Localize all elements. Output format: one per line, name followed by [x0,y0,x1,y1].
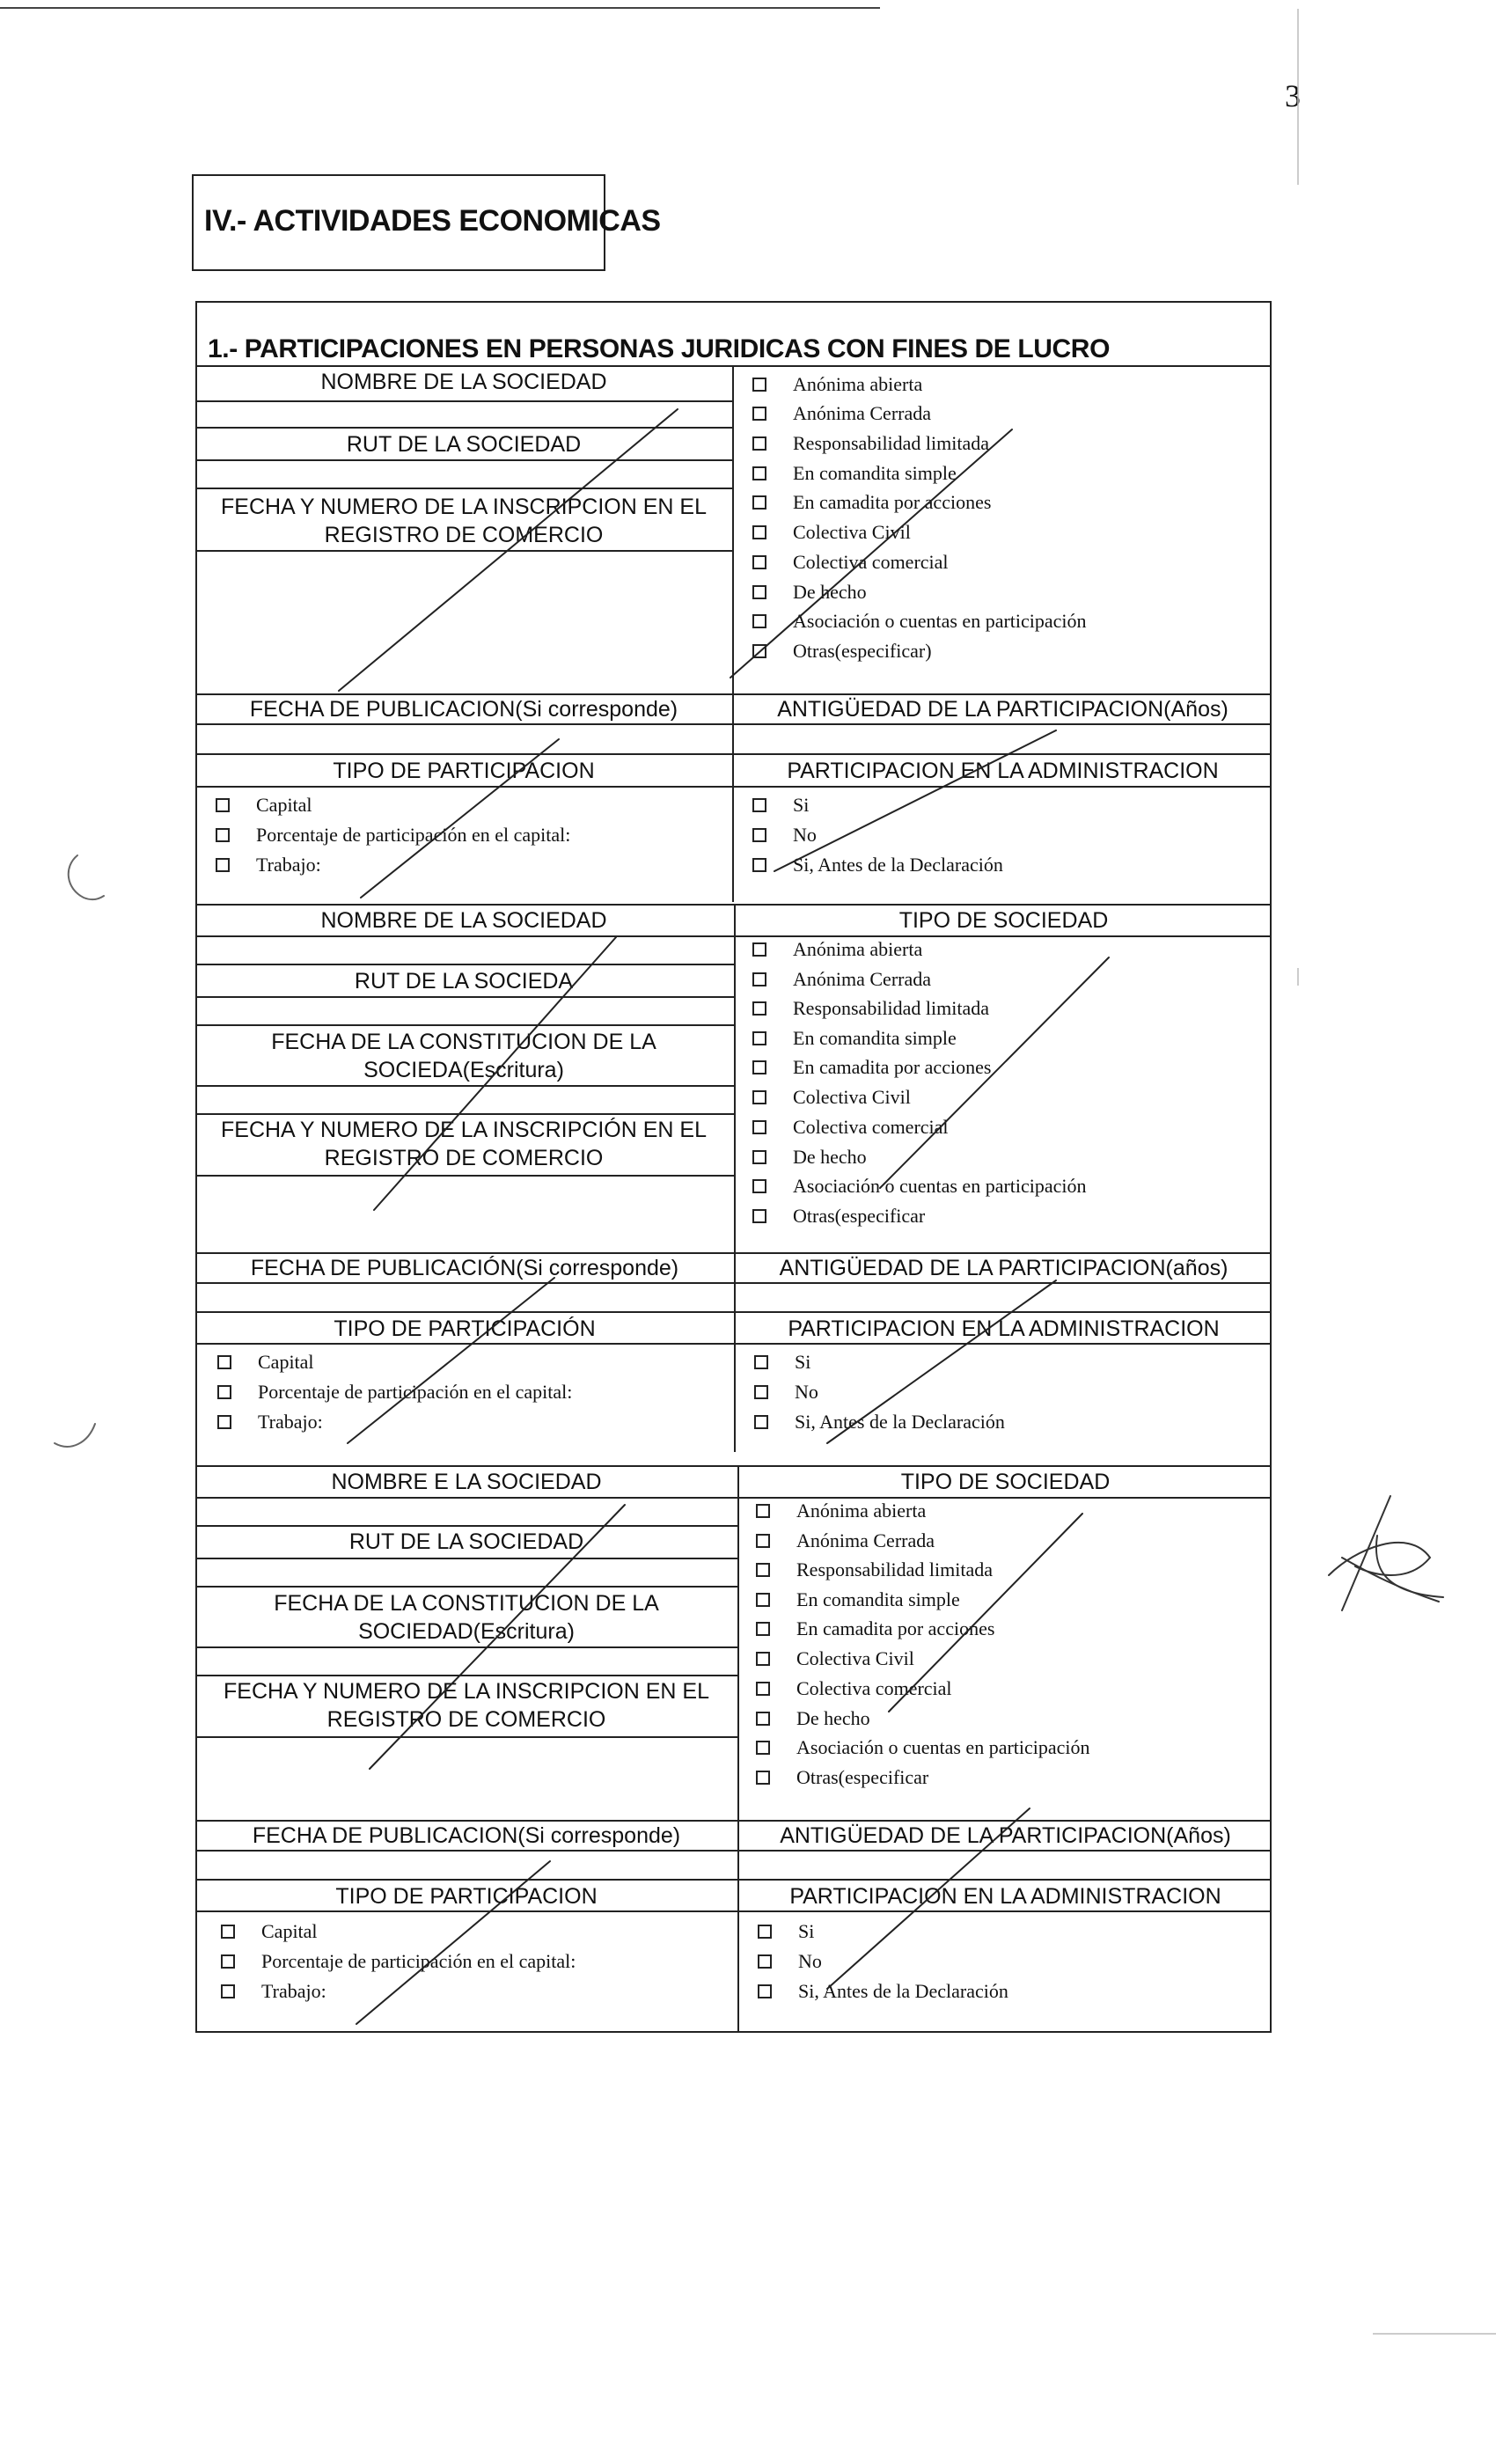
fecha-publicacion-label: FECHA DE PUBLICACION(Si corresponde) [249,697,678,722]
inscripcion-label-2: REGISTRO DE COMERCIO [326,1707,606,1732]
admin-option[interactable]: Si [754,1351,810,1374]
tipo-sociedad-option[interactable]: Responsabilidad limitada [752,432,989,455]
antiguedad-label: ANTIGÜEDAD DE LA PARTICIPACION(Años) [777,697,1228,722]
subsection-title: 1.- PARTICIPACIONES EN PERSONAS JURIDICAS CON FINES DE LUCRO [208,334,1111,363]
tipo-sociedad-option[interactable]: Colectiva comercial [752,551,949,574]
nombre-sociedad-label: NOMBRE DE LA SOCIEDAD [320,908,607,933]
tipo-sociedad-option[interactable]: Responsabilidad limitada [756,1558,993,1581]
tipo-sociedad-option[interactable]: Colectiva Civil [756,1647,914,1670]
tipo-participacion-option[interactable]: Porcentaje de participación en el capital: [216,824,570,847]
tipo-sociedad-option[interactable]: Anónima Cerrada [752,402,931,425]
constitucion-label-2: SOCIEDAD(Escritura) [358,1619,575,1644]
inscripcion-label-1: FECHA Y NUMERO DE LA INSCRIPCIÓN EN EL [221,1118,707,1142]
constitucion-label-2: SOCIEDA(Escritura) [363,1058,564,1082]
tipo-participacion-label: TIPO DE PARTICIPACION [333,759,595,783]
nombre-sociedad-label: NOMBRE E LA SOCIEDAD [331,1470,602,1494]
cancel-stroke [361,739,559,898]
tipo-sociedad-option[interactable]: En comandita simple [752,1027,957,1050]
tipo-sociedad-option[interactable]: En comandita simple [752,462,957,485]
page-number: 3 [1285,78,1301,114]
tipo-sociedad-option[interactable]: Otras(especificar [756,1766,928,1789]
punch-hole-mark [55,1424,95,1447]
admin-option[interactable]: Si, Antes de la Declaración [752,854,1003,876]
tipo-sociedad-option[interactable]: Responsabilidad limitada [752,997,989,1020]
inscripcion-label-1: FECHA Y NUMERO DE LA INSCRIPCION EN EL [221,495,707,519]
inscripcion-label-2: REGISTRO DE COMERCIO [324,1146,604,1170]
section-title: IV.- ACTIVIDADES ECONOMICAS [204,204,661,238]
antiguedad-label: ANTIGÜEDAD DE LA PARTICIPACION(Años) [780,1823,1231,1848]
cancel-stroke [774,730,1056,871]
signature-mark [1329,1496,1443,1610]
tipo-sociedad-option[interactable]: Colectiva Civil [752,521,911,544]
cancel-stroke [356,1861,550,2024]
admin-option[interactable]: No [752,824,817,847]
tipo-participacion-label: TIPO DE PARTICIPACION [335,1884,598,1909]
tipo-sociedad-option[interactable]: Anónima abierta [752,373,922,396]
cancel-stroke [827,1280,1056,1443]
tipo-sociedad-header: TIPO DE SOCIEDAD [900,1470,1111,1494]
inscripcion-label-1: FECHA Y NUMERO DE LA INSCRIPCION EN EL [224,1679,709,1704]
tipo-sociedad-option[interactable]: Colectiva comercial [752,1116,949,1139]
tipo-sociedad-option[interactable]: En camadita por acciones [752,491,991,514]
tipo-sociedad-option[interactable]: De hecho [756,1707,870,1730]
tipo-participacion-option[interactable]: Capital [217,1351,314,1374]
tipo-participacion-option[interactable]: Porcentaje de participación en el capital: [221,1950,576,1973]
tipo-sociedad-option[interactable]: Otras(especificar [752,1205,925,1228]
cancel-stroke [889,1514,1082,1712]
cancel-stroke [374,937,616,1210]
tipo-sociedad-option[interactable]: De hecho [752,581,867,604]
admin-option[interactable]: Si [758,1920,814,1943]
fecha-publicacion-label: FECHA DE PUBLICACIÓN(Si corresponde) [250,1256,679,1280]
inscripcion-label-2: REGISTRO DE COMERCIO [324,523,604,547]
constitucion-label-1: FECHA DE LA CONSTITUCION DE LA [271,1030,656,1054]
tipo-participacion-label: TIPO DE PARTICIPACIÓN [334,1316,596,1341]
tipo-participacion-option[interactable]: Capital [216,794,312,817]
admin-option[interactable]: Si [752,794,809,817]
cancel-stroke [730,429,1012,678]
tipo-sociedad-option[interactable]: Anónima abierta [756,1500,926,1522]
cancel-stroke [880,957,1109,1188]
tipo-sociedad-header: TIPO DE SOCIEDAD [898,908,1109,933]
tipo-participacion-option[interactable]: Capital [221,1920,318,1943]
rut-sociedad-label: RUT DE LA SOCIEDAD [346,432,582,457]
participacion-admin-label: PARTICIPACION EN LA ADMINISTRACION [788,1316,1220,1341]
constitucion-label-1: FECHA DE LA CONSTITUCION DE LA [274,1591,659,1616]
cancel-stroke [348,1278,554,1443]
rut-sociedad-label: RUT DE LA SOCIEDAD [348,1529,584,1554]
participacion-admin-label: PARTICIPACION EN LA ADMINISTRACION [789,1884,1221,1909]
tipo-participacion-option[interactable]: Porcentaje de participación en el capital: [217,1381,572,1404]
tipo-sociedad-option[interactable]: En camadita por acciones [756,1617,994,1640]
admin-option[interactable]: Si, Antes de la Declaración [754,1411,1005,1434]
nombre-sociedad-label: NOMBRE DE LA SOCIEDAD [320,370,607,394]
tipo-sociedad-option[interactable]: Anónima Cerrada [756,1529,935,1552]
rut-sociedad-label: RUT DE LA SOCIEDA [354,969,574,994]
tipo-sociedad-option[interactable]: Asociación o cuentas en participación [756,1736,1090,1759]
cancel-stroke [339,409,678,691]
tipo-sociedad-option[interactable]: Asociación o cuentas en participación [752,610,1087,633]
tipo-participacion-option[interactable]: Trabajo: [217,1411,323,1434]
tipo-sociedad-option[interactable]: Anónima abierta [752,938,922,961]
admin-option[interactable]: No [758,1950,822,1973]
tipo-sociedad-option[interactable]: En camadita por acciones [752,1056,991,1079]
tipo-sociedad-option[interactable]: En comandita simple [756,1588,960,1611]
cancel-stroke [370,1505,625,1769]
participacion-admin-label: PARTICIPACION EN LA ADMINISTRACION [787,759,1219,783]
fecha-publicacion-label: FECHA DE PUBLICACION(Si corresponde) [252,1823,681,1848]
tipo-sociedad-option[interactable]: Otras(especificar) [752,640,932,663]
tipo-sociedad-option[interactable]: Colectiva Civil [752,1086,911,1109]
cancel-stroke [827,1808,1030,1989]
antiguedad-label: ANTIGÜEDAD DE LA PARTICIPACION(años) [779,1256,1228,1280]
tipo-participacion-option[interactable]: Trabajo: [216,854,321,876]
tipo-sociedad-option[interactable]: De hecho [752,1146,867,1169]
tipo-sociedad-option[interactable]: Asociación o cuentas en participación [752,1175,1087,1198]
admin-option[interactable]: No [754,1381,818,1404]
tipo-sociedad-option[interactable]: Anónima Cerrada [752,968,931,991]
admin-option[interactable]: Si, Antes de la Declaración [758,1980,1008,2003]
punch-hole-mark [69,855,104,899]
tipo-sociedad-option[interactable]: Colectiva comercial [756,1677,952,1700]
tipo-participacion-option[interactable]: Trabajo: [221,1980,326,2003]
